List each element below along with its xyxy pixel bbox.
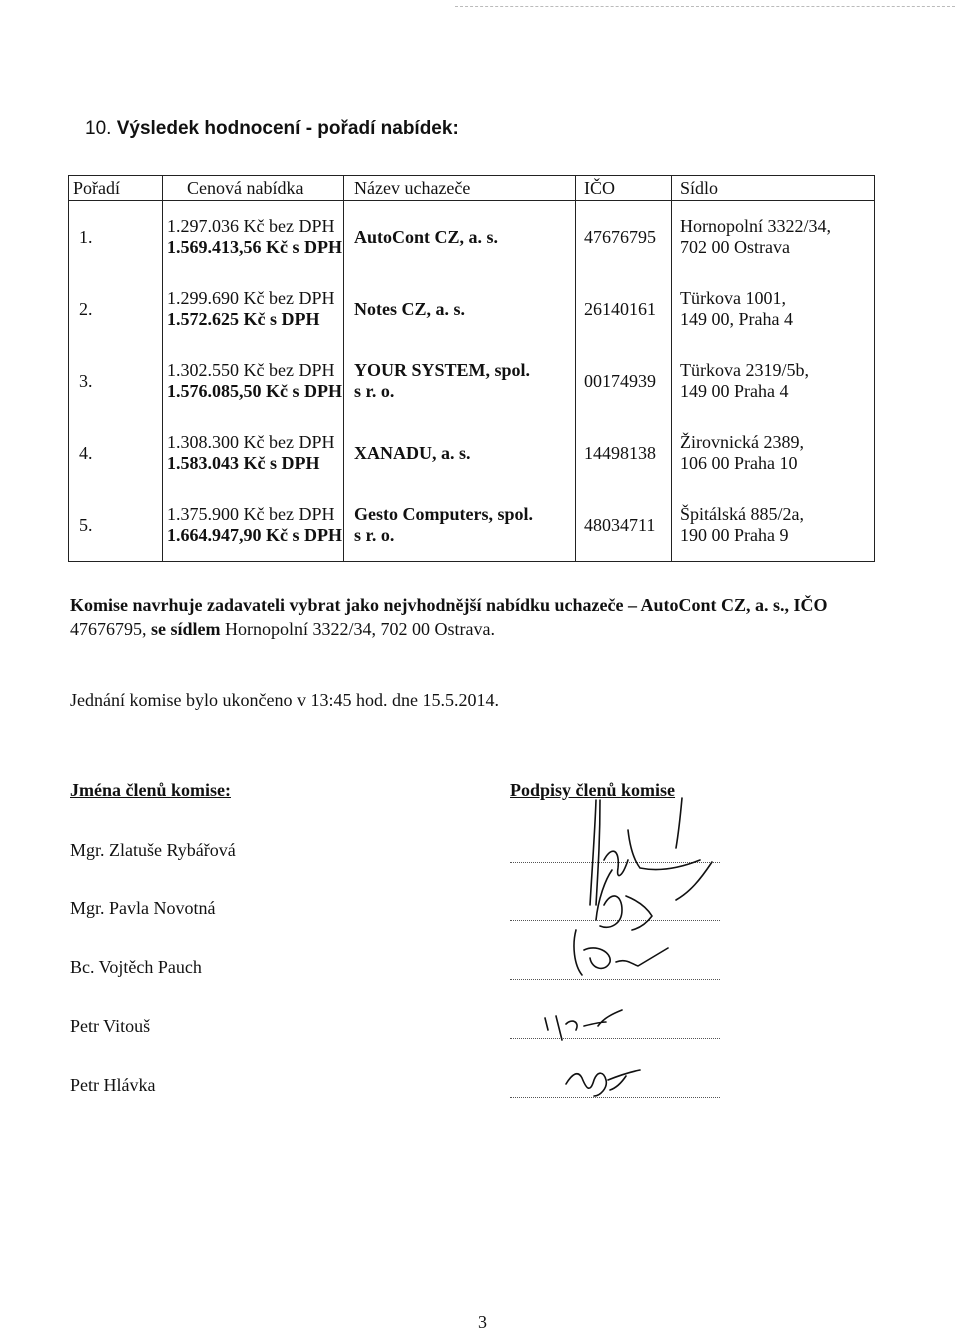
bidder-name: Notes CZ, a. s. [354,298,465,319]
signature-line [510,1097,720,1098]
signature-vitous [545,1010,622,1040]
price-cell [163,345,344,417]
seat-street: Žirovnická 2389, [680,432,804,452]
member-name: Mgr. Zlatuše Rybářová [70,840,236,860]
seat-city: 149 00, Praha 4 [680,309,793,329]
header-seat: Sídlo [672,176,875,201]
table-header-row [69,176,875,201]
section-number: 10. [85,118,112,139]
bidder-name-cont: s r. o. [354,525,395,545]
member-name: Bc. Vojtěch Pauch [70,957,202,977]
header-ico: IČO [576,176,672,201]
bidder-name: XANADU, a. s. [354,442,471,463]
bidder-name: YOUR SYSTEM, spol. [354,360,531,380]
member-name: Mgr. Pavla Novotná [70,898,216,918]
ico-cell: 00174939 [576,345,672,417]
header-rank: Pořadí [69,176,163,201]
name-cell [344,273,576,345]
table-row [69,345,875,417]
recommendation-text: Komise navrhuje zadavateli vybrat jako nejvhodnější nabídku uchazeče – AutoCont CZ, a. s., IČO [70,595,828,615]
price-gross: 1.664.947,90 Kč s DPH [167,525,342,545]
ico-cell: 48034711 [576,489,672,562]
signature-hlavka [566,1070,640,1096]
rank-cell: 2. [69,273,163,345]
evaluation-table [68,175,875,562]
name-cell [344,201,576,274]
signature-pauch [574,930,668,975]
page-number: 3 [478,1312,487,1332]
price-cell [163,273,344,345]
member-names-heading: Jména členů komise: [70,780,231,800]
rank-cell: 3. [69,345,163,417]
seat-cell [672,273,875,345]
table-row [69,273,875,345]
signature-line [510,979,720,980]
header-price: Cenová nabídka [163,176,344,201]
seat-street: Türkova 1001, [680,288,786,308]
price-gross: 1.576.085,50 Kč s DPH [167,381,342,401]
price-net: 1.297.036 Kč bez DPH [167,216,335,236]
price-gross: 1.583.043 Kč s DPH [167,453,320,473]
name-cell [344,489,576,562]
rank-cell: 4. [69,417,163,489]
price-net: 1.299.690 Kč bez DPH [167,288,335,308]
price-cell [163,417,344,489]
signature-line [510,920,720,921]
bidder-name: Gesto Computers, spol. [354,504,533,524]
seat-street: Špitálská 885/2a, [680,504,804,524]
table-row [69,201,875,274]
price-cell [163,201,344,274]
bidder-name: AutoCont CZ, a. s. [354,226,499,247]
price-net: 1.302.550 Kč bez DPH [167,360,335,380]
member-name: Petr Vitouš [70,1016,151,1036]
price-net: 1.375.900 Kč bez DPH [167,504,335,524]
recommendation-seat-label: se sídlem [151,619,221,639]
ico-cell: 47676795 [576,201,672,274]
seat-city: 702 00 Ostrava [680,237,790,257]
recommendation-ico: 47676795, [70,619,147,639]
meeting-end-note: Jednání komise bylo ukončeno v 13:45 hod. dne 15.5.2014. [70,690,499,710]
rank-cell: 5. [69,489,163,562]
seat-street: Türkova 2319/5b, [680,360,809,380]
recommendation-address: Hornopolní 3322/34, 702 00 Ostrava. [225,619,495,639]
price-gross: 1.569.413,56 Kč s DPH [167,237,342,257]
name-cell [344,417,576,489]
signature-novotna [596,870,652,930]
table-row [69,417,875,489]
signature-line [510,862,720,863]
seat-cell [672,417,875,489]
section-title: Výsledek hodnocení - pořadí nabídek: [116,118,459,139]
signature-line [510,1038,720,1039]
committee-recommendation [70,593,900,641]
price-cell [163,489,344,562]
name-cell [344,345,576,417]
seat-city: 149 00 Praha 4 [680,381,789,401]
seat-cell [672,345,875,417]
seat-city: 106 00 Praha 10 [680,453,798,473]
price-gross: 1.572.625 Kč s DPH [167,309,320,329]
signature-rybarova [590,798,712,905]
seat-cell [672,201,875,274]
seat-cell [672,489,875,562]
scan-top-edge [455,6,955,7]
member-signatures-heading: Podpisy členů komise [510,780,676,800]
member-name: Petr Hlávka [70,1075,156,1095]
table-row [69,489,875,562]
price-net: 1.308.300 Kč bez DPH [167,432,335,452]
rank-cell: 1. [69,201,163,274]
bidder-name-cont: s r. o. [354,381,395,401]
ico-cell: 14498138 [576,417,672,489]
section-heading [85,118,459,140]
header-name: Název uchazeče [344,176,576,201]
seat-street: Hornopolní 3322/34, [680,216,831,236]
ico-cell: 26140161 [576,273,672,345]
seat-city: 190 00 Praha 9 [680,525,789,545]
